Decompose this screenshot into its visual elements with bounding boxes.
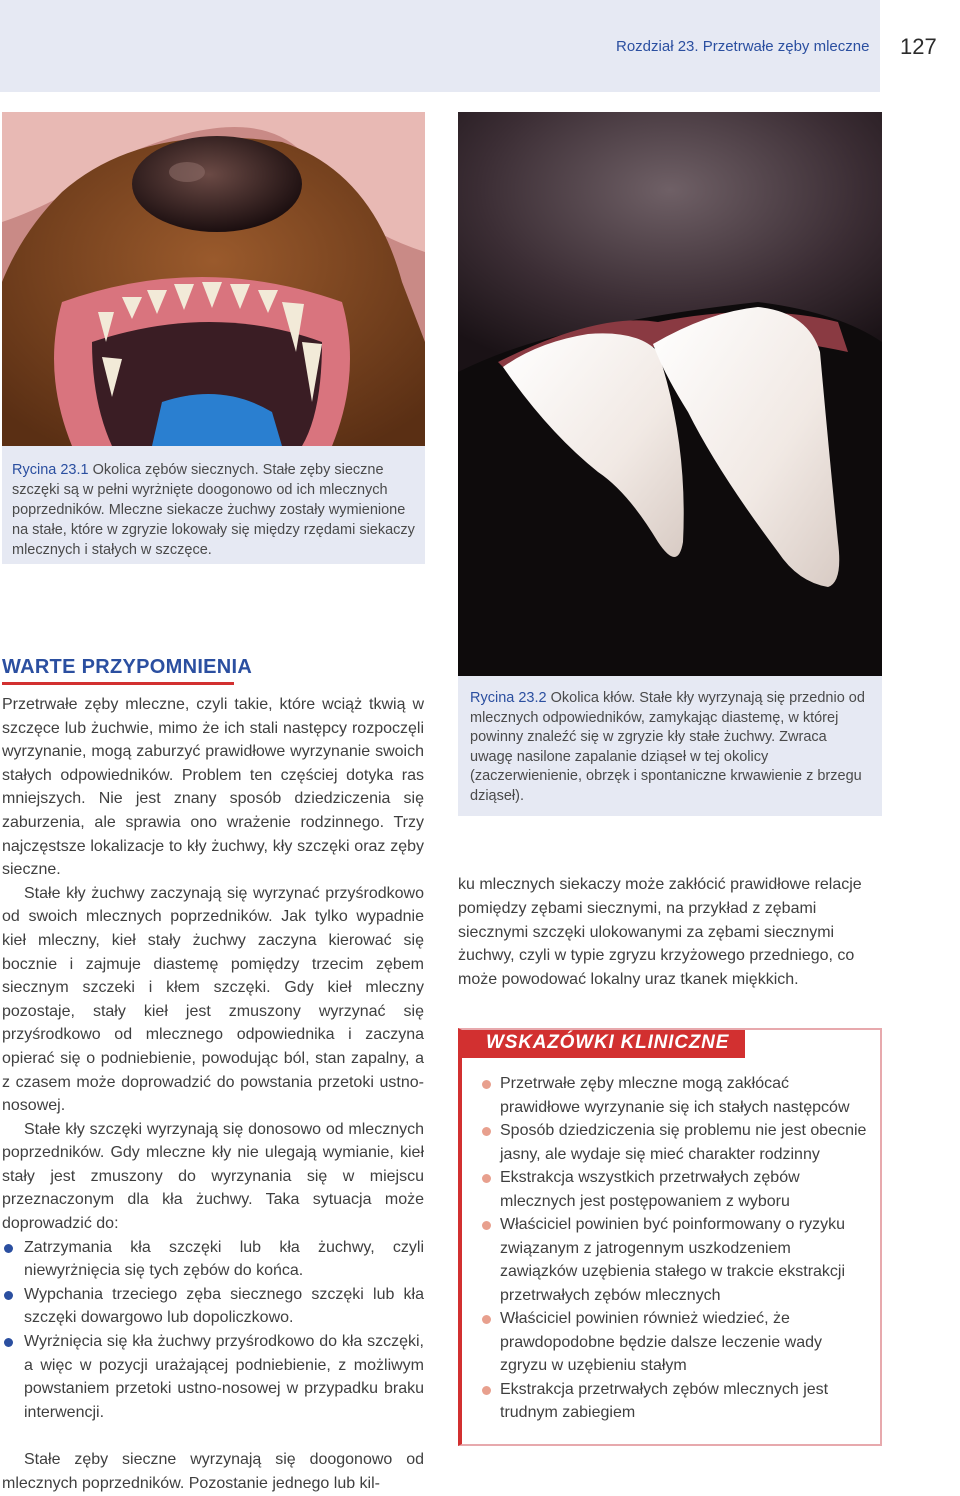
right-column-text: ku mlecznych siekaczy może zakłócić prawidłowe relacje pomiędzy zębami siecznymi, na przykład z zębami siecznymi szczęki ulokowanymi za zębami siecznymi żuchwy, czyli w typie zgryzu krzyżowego przedniego, co może powodować lokalny uraz tkanek miękkich. [458,876,862,989]
tip-text: Ekstrakcja przetrwałych zębów mlecznych jest trudnym zabiegiem [500,1380,829,1421]
figure-label: Rycina 23. [470,690,539,706]
tips-list [480,1072,870,1425]
tip-item [480,1119,870,1166]
left-column [2,693,424,1496]
tip-item [480,1213,870,1307]
bullet-icon [4,1244,13,1253]
bullet-icon [482,1127,491,1136]
bullet-icon [482,1315,491,1324]
figure-caption-1 [2,446,425,564]
tip-text: Przetrwałe zęby mleczne mogą zakłócać prawidłowe wyrzynanie się ich stałych następców [500,1075,850,1116]
bullet-icon [482,1386,491,1395]
tip-item [480,1072,870,1119]
tip-text: Sposób dziedziczenia się problemu nie jest obecnie jasny, ale wydaje się mieć charakter rodzinny [500,1122,867,1163]
list-item-text: Wyrżnięcia się kła żuchwy przyśrodkowo do kła szczęki, a więc w pozycji urażającej podniebienie, z możliwym powstaniem przetoki ustno-nosowej w przypadku braku interwencji. [24,1333,424,1421]
list-item [2,1236,424,1283]
list-item-text: Wypchania trzeciego zęba siecznego szczęki lub kła szczęki dowargowo lub dopoliczkowo. [24,1285,424,1327]
tips-title: WSKAZÓWKI KLINICZNE [486,1032,730,1053]
list-item [2,1330,424,1424]
section-heading: WARTE PRZYPOMNIENIA [2,656,253,678]
bullet-icon [482,1174,491,1183]
incisors-photo [2,112,425,446]
list-item-text: Zatrzymania kła szczęki lub kła żuchwy, czyli niewyrżnięcia się tych zębów do końca. [24,1238,424,1280]
bullet-icon [4,1338,13,1347]
bullet-icon [482,1221,491,1230]
list-item [2,1283,424,1330]
figure-number: 1 [80,462,89,478]
canines-photo [458,112,882,676]
figure-label: Rycina 23. [12,462,81,478]
bullet-icon [482,1080,491,1089]
bullet-icon [4,1291,13,1300]
paragraph: Stałe zęby sieczne wyrzynają się doogonowo od mlecznych poprzedników. Pozostanie jednego lub kil- [2,1451,424,1492]
tip-item [480,1166,870,1213]
clinical-tips-box [458,1028,882,1446]
heading-underline [2,682,234,685]
paragraph: Przetrwałe zęby mleczne, czyli takie, które wciąż tkwią w szczęce lub żuchwie, mimo że ich stali następcy rozpoczęli wyrzynanie, mogą zaburzyć prawidłowe wyrzynanie swoich stałych odpowiedników. Problem ten częściej dotyka ras mniejszych. Nie jest znany sposób dziedziczenia się zaburzenia, ale sprawia ono wrażenie rodzinnego. Trzy najczęstsze lokalizacje to kły żuchwy, kły szczęki oraz zęby sieczne. [2,696,424,879]
tip-text: Właściciel powinien również wiedzieć, że prawdopodobne będzie dalsze leczenie wady zgryzu w uzębieniu stałym [500,1310,822,1374]
figure-caption-text: Okolica zębów siecznych. Stałe zęby sieczne szczęki są w pełni wyrżnięte doogonowo od ich mlecznych poprzedników. Mleczne siekacze żuchwy zostały wymienione na stałe, które w zgryzie lokowały się między rzędami siekaczy mlecznych i stałych w szczęce. [12,462,415,558]
paragraph: Stałe kły żuchwy zaczynają się wyrzynać przyśrodkowo od swoich mlecznych poprzedników. Jak tylko wypadnie kieł mleczny, kieł stały żuchwy zaczyna kierować się bocznie i zajmuje diastemę pomiędzy trzecim zębem siecznym szczeki i kłem szczęki. Gdy kieł mleczny pozostaje, stały kieł jest zmuszony wyrzynać się przyśrodkowo od mlecznego odpowiednika i zaczyna opierać się o podniebienie, powodując ból, stan zapalny, a z czasem może doprowadzić do powstania przetoki ustno-nosowej. [2,884,424,1115]
tip-text: Ekstrakcja wszystkich przetrwałych zębów mlecznych jest postępowaniem z wyboru [500,1169,800,1210]
consequence-list [2,1236,424,1425]
figure-number: 2 [538,690,547,706]
chapter-title: Rozdział 23. Przetrwałe zęby mleczne [616,38,870,55]
figure-caption-2 [458,676,882,816]
figure-caption-text: Okolica kłów. Stałe kły wyrzynają się przednio od mlecznych odpowiedników, zamykając diastemę, w której powinny znaleźć się w zgryzie kły stałe żuchwy. Zwraca uwagę nasilone zapalanie dziąseł w tej okolicy (zaczerwienienie, obrzęk i spontaniczne krwawienie z brzegu dziąseł). [470,690,865,804]
tip-text: Właściciel powinien być poinformowany o ryzyku związanym z jatrogennym uszkodzeniem zawiązków uzębienia stałego w trakcie ekstrakcji przetrwałych zębów mlecznych [500,1216,846,1304]
paragraph: Stałe kły szczęki wyrzynają się donosowo od mlecznych poprzedników. Gdy mleczne kły nie ulegają wymianie, kieł stały jest zmuszony do wyrzynania się w miejscu przeznaczonym dla kła żuchwy. Taka sytuacja może doprowadzić do: [2,1120,424,1233]
tip-item [480,1307,870,1378]
tip-item [480,1378,870,1425]
page-number: 127 [900,34,937,59]
